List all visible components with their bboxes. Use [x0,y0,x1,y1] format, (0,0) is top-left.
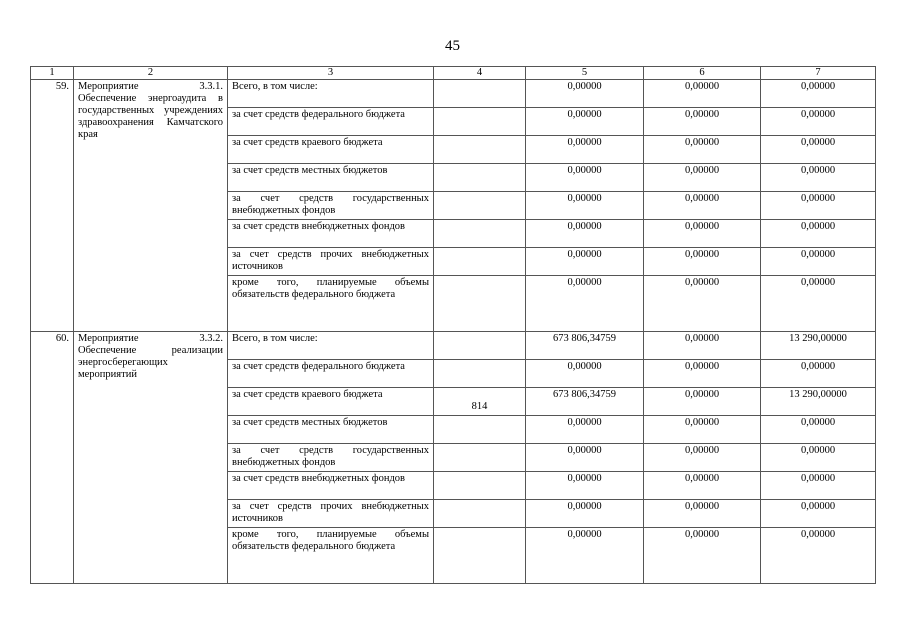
header-col-5: 5 [526,67,644,80]
budget-code-cell [434,248,526,276]
value-col-5: 0,00000 [526,248,644,276]
budget-code-cell [434,528,526,584]
funding-source: за счет средств внебюджетных фондов [228,220,434,248]
value-col-6: 0,00000 [644,248,761,276]
value-col-6: 0,00000 [644,388,761,416]
table-row [31,332,876,360]
funding-source: Всего, в том числе: [228,80,434,108]
funding-source: за счет средств федерального бюджета [228,108,434,136]
header-row [31,67,876,80]
budget-code-cell [434,444,526,472]
value-col-5: 673 806,34759 [526,332,644,360]
value-col-6: 0,00000 [644,500,761,528]
value-col-5: 0,00000 [526,164,644,192]
funding-source: за счет средств государственных внебюджетных фондов [228,192,434,220]
value-col-5: 0,00000 [526,192,644,220]
value-col-6: 0,00000 [644,192,761,220]
value-col-5: 0,00000 [526,416,644,444]
row-number: 59. [31,80,74,332]
value-col-6: 0,00000 [644,528,761,584]
value-col-5: 0,00000 [526,108,644,136]
budget-code-cell [434,360,526,388]
budget-code: 814 [434,388,526,416]
header-col-2: 2 [74,67,228,80]
header-col-4: 4 [434,67,526,80]
header-col-7: 7 [761,67,876,80]
value-col-5: 673 806,34759 [526,388,644,416]
value-col-5: 0,00000 [526,220,644,248]
funding-source: за счет средств государственных внебюджетных фондов [228,444,434,472]
value-col-7: 0,00000 [761,220,876,248]
funding-source: за счет средств местных бюджетов [228,164,434,192]
budget-code-cell [434,164,526,192]
value-col-6: 0,00000 [644,444,761,472]
row-number: 60. [31,332,74,584]
header-col-1: 1 [31,67,74,80]
value-col-7: 0,00000 [761,136,876,164]
budget-code-cell [434,332,526,360]
funding-source: за счет средств прочих внебюджетных источников [228,500,434,528]
value-col-5: 0,00000 [526,500,644,528]
value-col-6: 0,00000 [644,80,761,108]
value-col-6: 0,00000 [644,360,761,388]
value-col-7: 0,00000 [761,360,876,388]
budget-code-cell [434,136,526,164]
budget-code [434,80,526,108]
budget-code-cell [434,500,526,528]
funding-source: за счет средств краевого бюджета [228,136,434,164]
funding-source: за счет средств местных бюджетов [228,416,434,444]
value-col-6: 0,00000 [644,136,761,164]
budget-code-cell [434,276,526,332]
budget-code-cell [434,108,526,136]
funding-source: Всего, в том числе: [228,332,434,360]
value-col-7: 0,00000 [761,416,876,444]
measure-name: Мероприятие 3.3.2. Обеспечение реализации энергосберегающих мероприятий [74,332,228,584]
table-body [31,80,876,584]
measure-name: Мероприятие 3.3.1. Обеспечение энергоаудита в государственных учреждениях здравоохранения Камчатского края [74,80,228,332]
value-col-5: 0,00000 [526,360,644,388]
budget-table [30,66,876,584]
value-col-7: 0,00000 [761,276,876,332]
value-col-5: 0,00000 [526,80,644,108]
value-col-6: 0,00000 [644,332,761,360]
funding-source: кроме того, планируемые объемы обязательств федерального бюджета [228,528,434,584]
value-col-7: 0,00000 [761,248,876,276]
value-col-5: 0,00000 [526,276,644,332]
budget-code-cell [434,220,526,248]
value-col-7: 0,00000 [761,528,876,584]
budget-code-cell [434,472,526,500]
value-col-5: 0,00000 [526,528,644,584]
budget-code-cell [434,416,526,444]
value-col-5: 0,00000 [526,136,644,164]
value-col-7: 0,00000 [761,80,876,108]
value-col-7: 0,00000 [761,192,876,220]
value-col-7: 13 290,00000 [761,388,876,416]
funding-source: за счет средств внебюджетных фондов [228,472,434,500]
value-col-5: 0,00000 [526,472,644,500]
value-col-5: 0,00000 [526,444,644,472]
value-col-7: 0,00000 [761,500,876,528]
value-col-6: 0,00000 [644,472,761,500]
value-col-6: 0,00000 [644,108,761,136]
page-number: 45 [445,38,460,54]
funding-source: за счет средств краевого бюджета [228,388,434,416]
value-col-7: 0,00000 [761,164,876,192]
header-col-3: 3 [228,67,434,80]
value-col-7: 0,00000 [761,108,876,136]
value-col-7: 0,00000 [761,444,876,472]
table-row [31,80,876,108]
funding-source: за счет средств федерального бюджета [228,360,434,388]
value-col-7: 0,00000 [761,472,876,500]
value-col-6: 0,00000 [644,164,761,192]
value-col-6: 0,00000 [644,416,761,444]
header-col-6: 6 [644,67,761,80]
value-col-6: 0,00000 [644,276,761,332]
funding-source: за счет средств прочих внебюджетных источников [228,248,434,276]
value-col-6: 0,00000 [644,220,761,248]
value-col-7: 13 290,00000 [761,332,876,360]
funding-source: кроме того, планируемые объемы обязательств федерального бюджета [228,276,434,332]
budget-code-cell [434,192,526,220]
